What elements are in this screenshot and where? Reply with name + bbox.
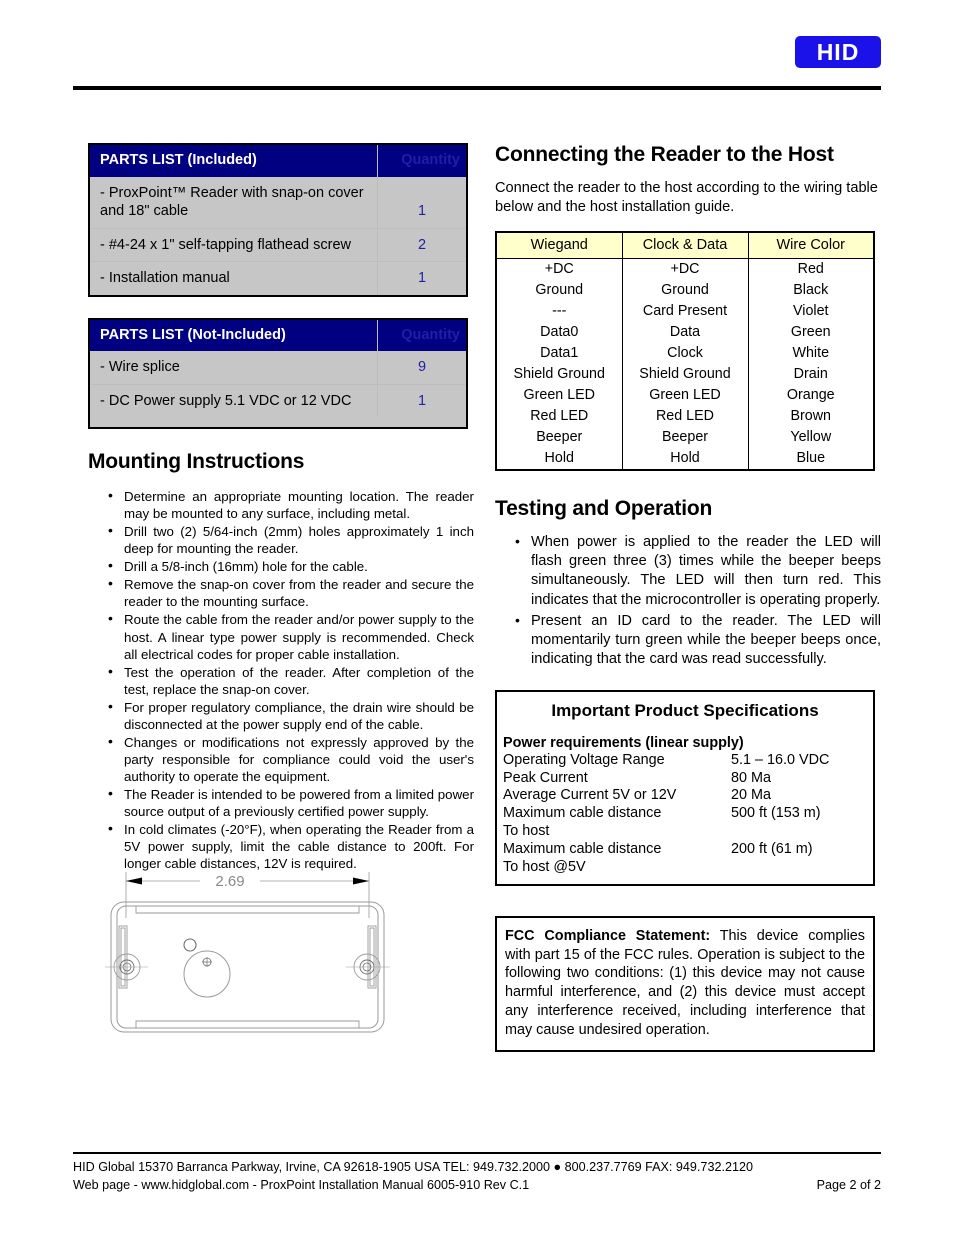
- table-filler-cell: [89, 417, 378, 428]
- spec-label: Maximum cable distance: [503, 805, 662, 822]
- table-header-row: [89, 144, 467, 177]
- hid-logo-text: HID: [816, 38, 860, 65]
- table-header-row: [496, 232, 874, 259]
- wiring-cell: Red: [797, 260, 824, 277]
- testing-operation-list: [495, 533, 881, 670]
- wiring-cell: Data1: [496, 343, 622, 364]
- fcc-body: This device complies with part 15 of the FCC rules. Operation is subject to the following two conditions: (1) this device may not cause harmful interference, and (2) this device must accept any interference received, including interference that may cause undesired operation.: [505, 927, 865, 1038]
- table-row: [496, 343, 874, 364]
- wiring-cell: Ground: [622, 280, 748, 301]
- wiring-cell: Red LED: [622, 406, 748, 427]
- list-item: • Route the cable from the reader and/or power supply to the host. A linear type power supply is recommended. Check all electrical codes for proper cable installation.: [108, 611, 474, 662]
- spec-row: [497, 787, 873, 805]
- left-column: [88, 143, 474, 873]
- wiring-cell: White: [792, 344, 830, 361]
- page-footer: [73, 1152, 881, 1195]
- parts-included-qty-header: Quantity: [378, 144, 468, 177]
- list-item: • Changes or modifications not expressly approved by the party responsible for compliance could void the user's authority to operate the equipment.: [108, 734, 474, 785]
- list-item: • Drill two (2) 5/64-inch (2mm) holes approximately 1 inch deep for mounting the reader.: [108, 523, 474, 557]
- wiring-cell: Green LED: [622, 385, 748, 406]
- wiring-cell: Shield Ground: [496, 364, 622, 385]
- wiring-cell: Violet: [792, 302, 829, 319]
- part-item-qty: 1: [378, 177, 468, 229]
- part-item-qty: 2: [378, 228, 468, 262]
- table-header-row: [89, 319, 467, 352]
- part-item-qty: 1: [378, 384, 468, 417]
- wiring-cell: Black: [793, 281, 829, 298]
- table-row: [496, 258, 874, 280]
- wiring-cell: Hold: [622, 448, 748, 470]
- spec-continuation: To host: [503, 823, 550, 840]
- fcc-compliance-box: [495, 916, 875, 1052]
- list-item: • Remove the snap-on cover from the reader and secure the reader to the mounting surface.: [108, 576, 474, 610]
- wiring-col-header: Clock & Data: [622, 232, 748, 259]
- wiring-cell: Beeper: [622, 427, 748, 448]
- spec-label: Average Current 5V or 12V: [503, 787, 677, 804]
- list-item: • Test the operation of the reader. After completion of the test, replace the snap-on cover.: [108, 664, 474, 698]
- wiring-cell: Data: [622, 322, 748, 343]
- table-filler-row: [89, 417, 467, 428]
- table-row: [496, 322, 874, 343]
- parts-list-included-table: [88, 143, 468, 297]
- footer-page-number: Page 2 of 2: [816, 1177, 881, 1192]
- wiring-cell: Green: [790, 323, 831, 340]
- wiring-cell: +DC: [622, 258, 748, 280]
- part-item-qty: 1: [378, 262, 468, 296]
- specifications-title: Important Product Specifications: [551, 700, 819, 720]
- wiring-cell: Yellow: [790, 428, 832, 445]
- spec-row: [497, 770, 873, 788]
- wiring-cell: Red LED: [496, 406, 622, 427]
- spec-value: 80 Ma: [731, 769, 771, 786]
- list-item: • The Reader is intended to be powered from a limited power source output of a previously certified power supply.: [108, 786, 474, 820]
- fcc-statement: [505, 927, 865, 1040]
- specifications-subtitle: Power requirements (linear supply): [503, 734, 744, 751]
- list-item: • Present an ID card to the reader. The LED will momentarily turn green while the beeper beeps once, indicating that the card was read successfully.: [515, 612, 881, 670]
- list-item: • When power is applied to the reader the LED will flash green three (3) times while the beeper beeps simultaneously. The LED will then turn red. This indicates that the microcontroller is operating properly.: [515, 533, 881, 610]
- footer-line-1: [73, 1159, 881, 1177]
- product-specifications-box: [495, 690, 875, 886]
- list-item: • Drill a 5/8-inch (16mm) hole for the cable.: [108, 558, 474, 575]
- wiring-cell: Brown: [790, 407, 832, 424]
- footer-address: HID Global 15370 Barranca Parkway, Irvine, CA 92618-1905 USA TEL: 949.732.2000 ● 800.237.7769 FAX: 949.732.2120: [73, 1160, 753, 1174]
- wiring-cell: +DC: [496, 258, 622, 280]
- footer-divider-rule: [73, 1152, 881, 1154]
- table-row: [496, 406, 874, 427]
- footer-webpage: Web page - www.hidglobal.com - ProxPoint Installation Manual 6005-910 Rev C.1: [73, 1177, 530, 1192]
- table-row: [496, 301, 874, 322]
- table-row: [496, 280, 874, 301]
- wiring-cell: Green LED: [496, 385, 622, 406]
- part-item-label: - Wire splice: [89, 351, 378, 384]
- wiring-col-header: Wiegand: [496, 232, 622, 259]
- table-row: [89, 384, 467, 417]
- parts-included-title: PARTS LIST (Included): [89, 144, 378, 177]
- wiring-cell: Drain: [793, 365, 828, 382]
- table-row: [89, 262, 467, 296]
- parts-not-included-title: PARTS LIST (Not-Included): [89, 319, 378, 352]
- header-divider-rule: [73, 86, 881, 90]
- part-item-label: - Installation manual: [89, 262, 378, 296]
- testing-heading: Testing and Operation: [495, 496, 713, 520]
- mounting-instructions-list: [88, 488, 474, 871]
- spec-value: 5.1 – 16.0 VDC: [731, 751, 830, 768]
- parts-list-not-included-table: [88, 318, 468, 430]
- wiring-cell: Data0: [496, 322, 622, 343]
- connecting-heading: Connecting the Reader to the Host: [495, 143, 834, 166]
- parts-not-included-qty-header: Quantity: [378, 319, 468, 352]
- wiring-cell: Ground: [496, 280, 622, 301]
- wiring-col-header: Wire Color: [748, 232, 874, 259]
- hid-logo: [795, 36, 881, 68]
- dimension-text: 2.69: [215, 873, 245, 890]
- wiring-cell: Shield Ground: [622, 364, 748, 385]
- spec-label: Maximum cable distance: [503, 840, 662, 857]
- table-row: [89, 228, 467, 262]
- footer-line-2: [73, 1177, 881, 1195]
- wiring-cell: Beeper: [496, 427, 622, 448]
- list-item: • Determine an appropriate mounting location. The reader may be mounted to any surface, including metal.: [108, 488, 474, 522]
- table-row: [496, 385, 874, 406]
- wiring-cell: Card Present: [622, 301, 748, 322]
- spec-continuation: To host @5V: [503, 858, 586, 875]
- spec-value: 20 Ma: [731, 787, 771, 804]
- spec-value: 200 ft (61 m): [731, 840, 813, 857]
- reader-drawing-svg: [100, 866, 400, 1066]
- page-header: [73, 36, 881, 94]
- list-item: • For proper regulatory compliance, the drain wire should be disconnected at the power supply end of the cable.: [108, 699, 474, 733]
- part-item-qty: 9: [378, 351, 468, 384]
- list-item: • In cold climates (-20°F), when operating the Reader from a 5V power supply, limit the cable distance to 200ft. For longer cable distances, 12V is required.: [108, 821, 474, 872]
- wiring-cell: Blue: [796, 449, 826, 466]
- part-item-label: - DC Power supply 5.1 VDC or 12 VDC: [89, 384, 378, 417]
- table-row: [496, 448, 874, 470]
- spec-label: Peak Current: [503, 769, 588, 786]
- fcc-label: FCC Compliance Statement:: [505, 927, 711, 944]
- table-row: [496, 427, 874, 448]
- spec-value: 500 ft (153 m): [731, 805, 821, 822]
- table-row: [89, 177, 467, 229]
- part-item-label: - #4-24 x 1" self-tapping flathead screw: [89, 228, 378, 262]
- table-filler-cell: [378, 417, 468, 428]
- reader-dimension-drawing: [100, 866, 400, 1066]
- table-row: [89, 351, 467, 384]
- wiring-cell: Clock: [622, 343, 748, 364]
- spec-row: [497, 805, 873, 823]
- spec-row: [497, 841, 873, 859]
- right-column: [495, 143, 881, 1052]
- wiring-cell: ---: [496, 301, 622, 322]
- spec-row: [497, 752, 873, 770]
- wiring-cell: Orange: [786, 386, 835, 403]
- spec-label: Operating Voltage Range: [503, 751, 665, 768]
- wiring-table: [495, 231, 875, 471]
- wiring-cell: Hold: [496, 448, 622, 470]
- table-row: [496, 364, 874, 385]
- part-item-label: - ProxPoint™ Reader with snap-on cover and 18" cable: [89, 177, 378, 229]
- mounting-instructions-heading: Mounting Instructions: [88, 450, 305, 474]
- connecting-intro-text: Connect the reader to the host according to the wiring table below and the host installation guide.: [495, 180, 878, 215]
